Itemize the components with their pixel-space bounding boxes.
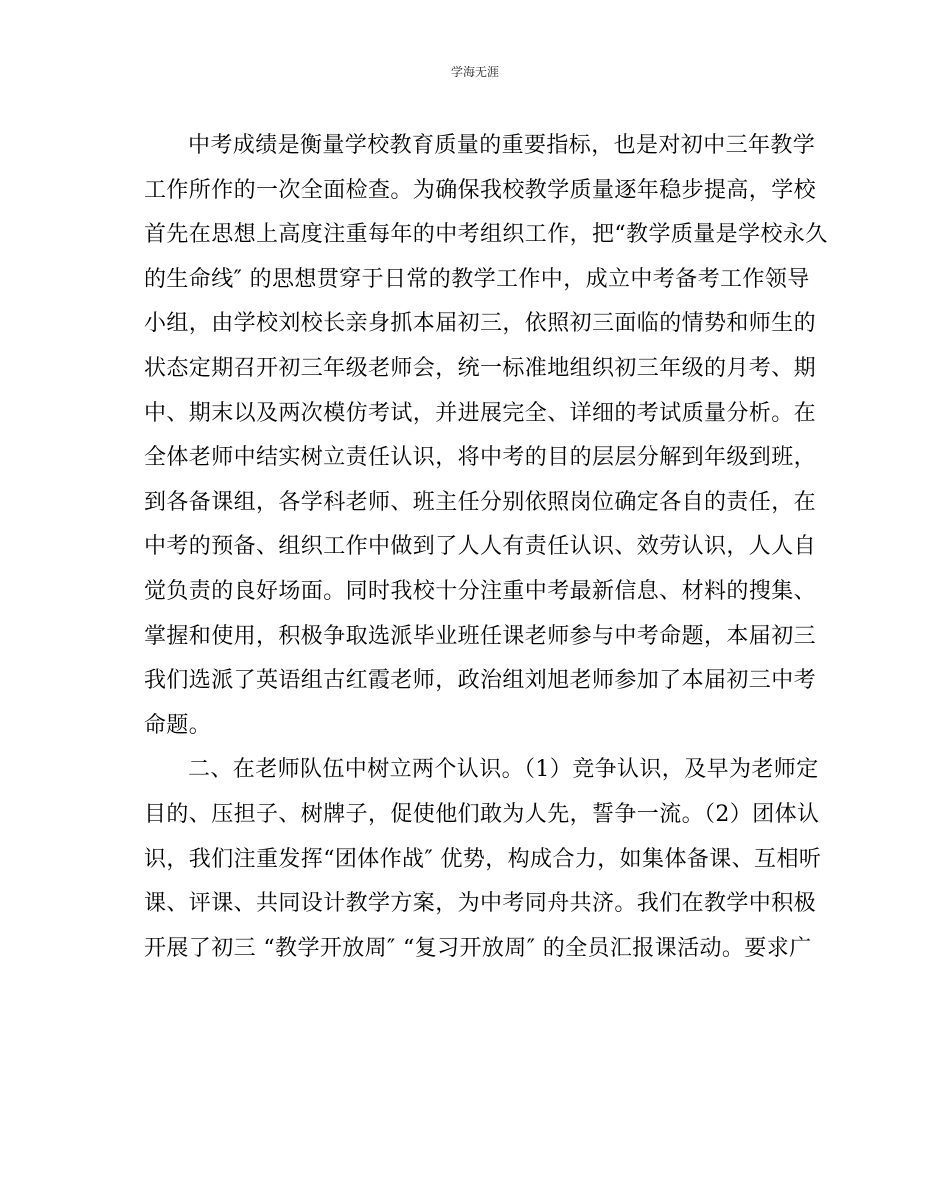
text-line: 首先在思想上高度注重每年的中考组织工作，把“教学质量是学校永久 (144, 222, 828, 248)
text-line: 中考成绩是衡量学校教育质量的重要指标，也是对初中三年教学 (188, 133, 816, 158)
text-line: 到各备课组，各学科老师、班主任分别依照岗位确定各自的责任，在 (144, 489, 817, 515)
paragraph-1 (144, 124, 828, 748)
paragraph-2 (144, 748, 822, 971)
page-header: 学海无涯 (450, 65, 499, 79)
text-line: 识，我们注重发挥“团体作战″ 优势，构成合力，如集体备课、互相听 (144, 846, 822, 872)
text-line: 的生命线″ 的思想贯穿于日常的教学工作中，成立中考备考工作领导 (144, 266, 810, 292)
text-line: 工作所作的一次全面检查。为确保我校教学质量逐年稳步提高，学校 (144, 177, 817, 203)
text-line: 中考的预备、组织工作中做到了人人有责任认识、效劳认识，人人自 (144, 534, 817, 560)
text-line: 我们选派了英语组古红霞老师，政治组刘旭老师参加了本届初三中考 (144, 668, 817, 694)
text-line: 开展了初三 “教学开放周″ “复习开放周″ 的全员汇报课活动。要求广 (144, 935, 812, 961)
text-line: 目的、压担子、树牌子，促使他们敢为人先，誓争一流。（2）团体认 (144, 801, 820, 827)
text-line: 全体老师中结实树立责任认识，将中考的目的层层分解到年级到班， (144, 445, 817, 471)
text-line: 觉负责的良好场面。同时我校十分注重中考最新信息、材料的搜集、 (144, 578, 817, 604)
text-line: 状态定期召开初三年级老师会，统一标准地组织初三年级的月考、期 (144, 355, 817, 381)
text-line: 小组，由学校刘校长亲身抓本届初三，依照初三面临的情势和师生的 (144, 311, 817, 337)
text-line: 命题。 (144, 712, 212, 738)
text-line: 掌握和使用，积极争取选派毕业班任课老师参与中考命题，本届初三 (144, 623, 817, 649)
text-line: 中、期末以及两次模仿考试，并进展完全、详细的考试质量分析。在 (144, 400, 817, 426)
document-body (144, 124, 828, 971)
text-line: 二、在老师队伍中树立两个认识。（1）竞争认识，及早为老师定 (188, 757, 819, 783)
text-line: 课、评课、共同设计教学方案，为中考同舟共济。我们在教学中积极 (144, 891, 817, 917)
